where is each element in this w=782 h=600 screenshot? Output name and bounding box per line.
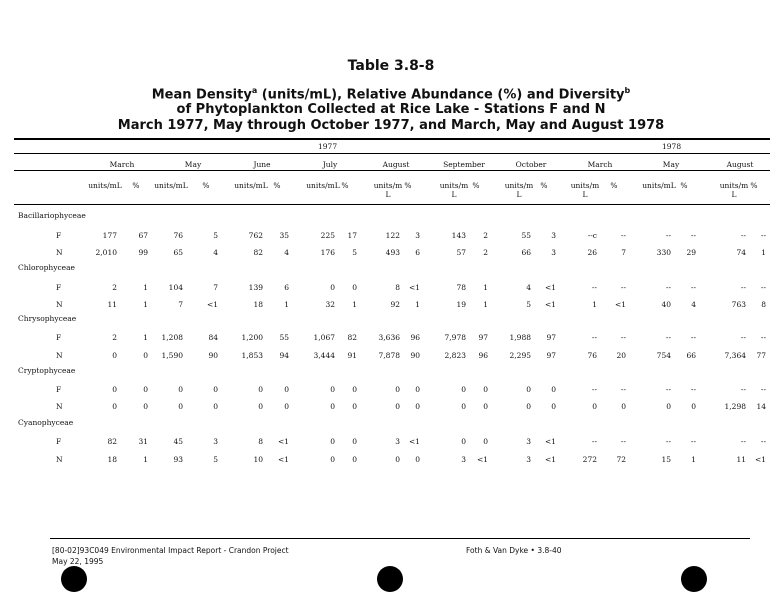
- table-cell: --: [740, 283, 746, 292]
- table-cell: 2: [112, 283, 117, 292]
- units-header: units/mL: [88, 181, 122, 190]
- table-cell: 76: [173, 231, 183, 240]
- table-cell: 0: [551, 385, 556, 394]
- table-cell: 4: [284, 248, 289, 257]
- table-cell: --: [740, 437, 746, 446]
- table-cell: 0: [461, 385, 466, 394]
- table-cell: 1,988: [509, 333, 531, 342]
- table-cell: <1: [408, 437, 420, 446]
- table-cell: 0: [178, 402, 183, 411]
- table-cell: 1,208: [161, 333, 183, 342]
- table-cell: 4: [526, 283, 531, 292]
- table-cell: 0: [213, 402, 218, 411]
- table-cell: 93: [173, 455, 183, 464]
- table-cell: --: [665, 231, 671, 240]
- table-cell: --: [740, 333, 746, 342]
- table-cell: 2: [483, 248, 488, 257]
- table-cell: 74: [736, 248, 746, 257]
- table-cell: 0: [284, 385, 289, 394]
- table-cell: 1: [592, 300, 597, 309]
- percent-header: %: [610, 181, 618, 190]
- table-cell: --: [690, 385, 696, 394]
- table-cell: 272: [582, 455, 597, 464]
- units-header: units/m L: [570, 181, 600, 199]
- percent-header: %: [540, 181, 548, 190]
- table-cell: 1,200: [241, 333, 263, 342]
- units-header: units/m L: [439, 181, 469, 199]
- table-cell: --: [665, 283, 671, 292]
- table-cell: 32: [325, 300, 335, 309]
- table-cell: 0: [284, 402, 289, 411]
- table-cell: 8: [395, 283, 400, 292]
- table-cell: --: [620, 283, 626, 292]
- table-cell: <1: [476, 455, 488, 464]
- table-cell: --: [591, 283, 597, 292]
- table-cell: 0: [112, 385, 117, 394]
- table-cell: 20: [616, 351, 626, 360]
- month-rule: [14, 170, 770, 171]
- table-cell: 0: [352, 437, 357, 446]
- table-cell: 0: [415, 455, 420, 464]
- month-header: May: [184, 160, 202, 169]
- table-cell: 1: [284, 300, 289, 309]
- table-cell: 66: [521, 248, 531, 257]
- month-header: March: [109, 160, 135, 169]
- table-cell: 0: [483, 385, 488, 394]
- table-cell: 7,364: [724, 351, 746, 360]
- table-cell: 29: [686, 248, 696, 257]
- table-cell: 0: [330, 437, 335, 446]
- table-cell: --: [620, 231, 626, 240]
- units-header: units/m L: [719, 181, 749, 199]
- table-cell: 5: [213, 455, 218, 464]
- group-name: Cryptophyceae: [18, 366, 76, 375]
- table-cell: 1: [761, 248, 766, 257]
- percent-header: %: [404, 181, 412, 190]
- table-cell: <1: [408, 283, 420, 292]
- table-cell: 40: [661, 300, 671, 309]
- table-cell: 91: [347, 351, 357, 360]
- table-cell: 5: [352, 248, 357, 257]
- table-cell: 82: [107, 437, 117, 446]
- table-cell: --: [760, 437, 766, 446]
- table-cell: 94: [279, 351, 289, 360]
- units-header: units/mL: [154, 181, 188, 190]
- table-cell: 0: [691, 402, 696, 411]
- table-cell: <1: [544, 437, 556, 446]
- table-cell: 177: [102, 231, 117, 240]
- group-name: Chrysophyceae: [18, 314, 77, 323]
- table-cell: 6: [415, 248, 420, 257]
- table-cell: --: [620, 437, 626, 446]
- percent-header: %: [750, 181, 758, 190]
- table-cell: --: [690, 283, 696, 292]
- table-cell: 0: [461, 402, 466, 411]
- table-cell: 0: [330, 402, 335, 411]
- table-cell: 17: [347, 231, 357, 240]
- table-cell: 0: [483, 402, 488, 411]
- table-cell: --: [620, 333, 626, 342]
- group-name: Chlorophyceae: [18, 263, 76, 272]
- year-1978: 1978: [662, 142, 682, 151]
- table-cell: --: [740, 231, 746, 240]
- table-cell: --: [740, 385, 746, 394]
- station-label: F: [56, 283, 62, 292]
- table-cell: 0: [395, 385, 400, 394]
- table-cell: 0: [461, 437, 466, 446]
- table-cell: 2,823: [444, 351, 466, 360]
- table-cell: 8: [258, 437, 263, 446]
- table-cell: 8: [761, 300, 766, 309]
- percent-header: %: [341, 181, 349, 190]
- table-cell: 104: [168, 283, 183, 292]
- binder-hole: [377, 566, 403, 592]
- binder-hole: [681, 566, 707, 592]
- table-cell: 1: [143, 300, 148, 309]
- table-cell: 76: [587, 351, 597, 360]
- table-cell: --: [665, 385, 671, 394]
- table-cell: 19: [456, 300, 466, 309]
- table-cell: 7,978: [444, 333, 466, 342]
- table-cell: 0: [395, 402, 400, 411]
- table-cell: 2,295: [509, 351, 531, 360]
- table-cell: 66: [686, 351, 696, 360]
- percent-header: %: [132, 181, 140, 190]
- table-cell: 78: [456, 283, 466, 292]
- table-cell: 11: [107, 300, 117, 309]
- percent-header: %: [273, 181, 281, 190]
- percent-header: %: [202, 181, 210, 190]
- table-cell: <1: [277, 437, 289, 446]
- table-cell: 0: [213, 385, 218, 394]
- table-cell: 1: [143, 455, 148, 464]
- table-cell: 3: [526, 437, 531, 446]
- table-cell: <1: [544, 283, 556, 292]
- table-cell: 0: [592, 402, 597, 411]
- table-cell: 55: [521, 231, 531, 240]
- table-cell: 3: [213, 437, 218, 446]
- table-cell: 0: [330, 455, 335, 464]
- table-cell: --: [591, 385, 597, 394]
- subtitle-line-1: Mean Density$^a$ (units/mL), Relative Abundance (%) and Diversity$^b$: [151, 86, 631, 103]
- table-cell: --: [591, 333, 597, 342]
- table-cell: 4: [691, 300, 696, 309]
- table-cell: 0: [258, 402, 263, 411]
- table-cell: 1,067: [313, 333, 335, 342]
- table-cell: --: [760, 385, 766, 394]
- station-label: F: [56, 385, 62, 394]
- table-cell: 5: [213, 231, 218, 240]
- table-cell: 77: [756, 351, 766, 360]
- table-cell: --: [690, 437, 696, 446]
- month-header: May: [662, 160, 680, 169]
- table-cell: 97: [546, 351, 556, 360]
- table-cell: --: [591, 437, 597, 446]
- table-cell: 0: [178, 385, 183, 394]
- table-cell: 0: [352, 283, 357, 292]
- table-cell: 1: [143, 333, 148, 342]
- table-cell: 14: [756, 402, 766, 411]
- table-cell: 5: [526, 300, 531, 309]
- table-cell: 0: [352, 385, 357, 394]
- table-cell: 763: [731, 300, 746, 309]
- table-cell: --: [690, 333, 696, 342]
- table-cell: --: [690, 231, 696, 240]
- table-cell: 7: [621, 248, 626, 257]
- footer-rule: [50, 538, 750, 539]
- table-cell: 176: [320, 248, 335, 257]
- table-cell: <1: [544, 455, 556, 464]
- table-cell: <1: [614, 300, 626, 309]
- table-cell: 7: [178, 300, 183, 309]
- table-cell: 99: [138, 248, 148, 257]
- table-cell: 1: [352, 300, 357, 309]
- group-name: Bacillariophyceae: [18, 211, 86, 220]
- table-cell: --: [665, 333, 671, 342]
- station-label: N: [56, 351, 63, 360]
- table-cell: <1: [206, 300, 218, 309]
- station-label: N: [56, 248, 63, 257]
- table-cell: 225: [320, 231, 335, 240]
- table-cell: <1: [544, 300, 556, 309]
- table-cell: 1,853: [241, 351, 263, 360]
- table-cell: 1: [483, 300, 488, 309]
- table-cell: <1: [754, 455, 766, 464]
- table-cell: 31: [138, 437, 148, 446]
- table-cell: 90: [208, 351, 218, 360]
- month-header: June: [253, 160, 271, 169]
- station-label: F: [56, 231, 62, 240]
- station-label: F: [56, 333, 62, 342]
- table-cell: 0: [551, 402, 556, 411]
- table-cell: 82: [253, 248, 263, 257]
- table-cell: --: [760, 283, 766, 292]
- month-header: August: [726, 160, 754, 169]
- table-cell: 0: [526, 385, 531, 394]
- table-cell: 3,636: [378, 333, 400, 342]
- table-cell: 96: [410, 333, 420, 342]
- table-cell: 1: [415, 300, 420, 309]
- table-cell: 122: [385, 231, 400, 240]
- table-cell: 0: [395, 455, 400, 464]
- table-cell: 0: [143, 385, 148, 394]
- month-header: March: [587, 160, 613, 169]
- year-1977: 1977: [318, 142, 338, 151]
- units-rule: [14, 204, 770, 205]
- table-cell: 11: [736, 455, 746, 464]
- month-header: August: [382, 160, 410, 169]
- units-header: units/mL: [642, 181, 676, 190]
- units-header: units/m L: [504, 181, 534, 199]
- table-cell: 1: [691, 455, 696, 464]
- table-cell: 72: [616, 455, 626, 464]
- month-header: September: [443, 160, 485, 169]
- table-cell: 18: [107, 455, 117, 464]
- table-cell: 0: [112, 351, 117, 360]
- table-top-rule: [14, 138, 770, 140]
- table-cell: --: [620, 385, 626, 394]
- table-cell: 3,444: [313, 351, 335, 360]
- table-cell: 10: [253, 455, 263, 464]
- table-cell: 3: [461, 455, 466, 464]
- table-cell: --c: [587, 231, 597, 240]
- table-cell: 18: [253, 300, 263, 309]
- table-cell: 0: [143, 402, 148, 411]
- table-cell: 0: [352, 455, 357, 464]
- table-cell: <1: [277, 455, 289, 464]
- table-cell: 7,878: [378, 351, 400, 360]
- table-cell: 0: [112, 402, 117, 411]
- station-label: N: [56, 402, 63, 411]
- table-cell: 493: [385, 248, 400, 257]
- subtitle-line-2: of Phytoplankton Collected at Rice Lake - Stations F and N: [176, 102, 606, 117]
- table-cell: --: [665, 437, 671, 446]
- table-cell: 4: [213, 248, 218, 257]
- table-cell: 97: [546, 333, 556, 342]
- table-cell: 3: [551, 248, 556, 257]
- table-cell: 2: [483, 231, 488, 240]
- table-cell: 0: [352, 402, 357, 411]
- table-cell: 139: [248, 283, 263, 292]
- table-cell: 762: [248, 231, 263, 240]
- table-cell: 0: [666, 402, 671, 411]
- table-cell: 1,590: [161, 351, 183, 360]
- table-cell: 96: [478, 351, 488, 360]
- table-cell: 2: [112, 333, 117, 342]
- binder-hole: [61, 566, 87, 592]
- table-cell: 1: [483, 283, 488, 292]
- station-label: N: [56, 300, 63, 309]
- table-cell: 3: [526, 455, 531, 464]
- table-cell: 82: [347, 333, 357, 342]
- subtitle-line-3: March 1977, May through October 1977, and March, May and August 1978: [117, 118, 665, 133]
- table-cell: 55: [279, 333, 289, 342]
- table-cell: 0: [330, 385, 335, 394]
- table-cell: 84: [208, 333, 218, 342]
- footer-left-line-2: May 22, 1995: [52, 557, 104, 566]
- table-cell: 0: [526, 402, 531, 411]
- table-cell: 0: [415, 385, 420, 394]
- table-cell: 2,010: [95, 248, 117, 257]
- footer-right: Foth & Van Dyke • 3.8-40: [466, 546, 562, 555]
- station-label: F: [56, 437, 62, 446]
- table-cell: 143: [451, 231, 466, 240]
- table-cell: 1,298: [724, 402, 746, 411]
- units-header: units/mL: [306, 181, 340, 190]
- table-cell: 0: [483, 437, 488, 446]
- header-rule: [14, 153, 770, 154]
- table-cell: 6: [284, 283, 289, 292]
- table-cell: --: [760, 333, 766, 342]
- table-cell: 0: [143, 351, 148, 360]
- table-cell: 57: [456, 248, 466, 257]
- group-name: Cyanophyceae: [18, 418, 74, 427]
- table-cell: 26: [587, 248, 597, 257]
- table-cell: 754: [656, 351, 671, 360]
- table-cell: 35: [279, 231, 289, 240]
- table-cell: 3: [415, 231, 420, 240]
- footer-left-line-1: [80-02]93C049 Environmental Impact Report - Crandon Project: [52, 546, 289, 555]
- table-cell: 97: [478, 333, 488, 342]
- table-cell: 92: [390, 300, 400, 309]
- table-cell: 15: [661, 455, 671, 464]
- table-cell: 0: [258, 385, 263, 394]
- percent-header: %: [472, 181, 480, 190]
- table-cell: 0: [415, 402, 420, 411]
- table-cell: 330: [656, 248, 671, 257]
- table-cell: 3: [395, 437, 400, 446]
- table-cell: 90: [410, 351, 420, 360]
- station-label: N: [56, 455, 63, 464]
- table-cell: --: [760, 231, 766, 240]
- table-title: Table 3.8-8: [347, 58, 435, 74]
- table-cell: 0: [330, 283, 335, 292]
- percent-header: %: [680, 181, 688, 190]
- table-cell: 0: [621, 402, 626, 411]
- table-cell: 3: [551, 231, 556, 240]
- table-cell: 7: [213, 283, 218, 292]
- table-cell: 1: [143, 283, 148, 292]
- table-cell: 45: [173, 437, 183, 446]
- units-header: units/m L: [373, 181, 403, 199]
- month-header: July: [322, 160, 338, 169]
- table-cell: 67: [138, 231, 148, 240]
- table-cell: 65: [173, 248, 183, 257]
- units-header: units/mL: [234, 181, 268, 190]
- month-header: October: [515, 160, 547, 169]
